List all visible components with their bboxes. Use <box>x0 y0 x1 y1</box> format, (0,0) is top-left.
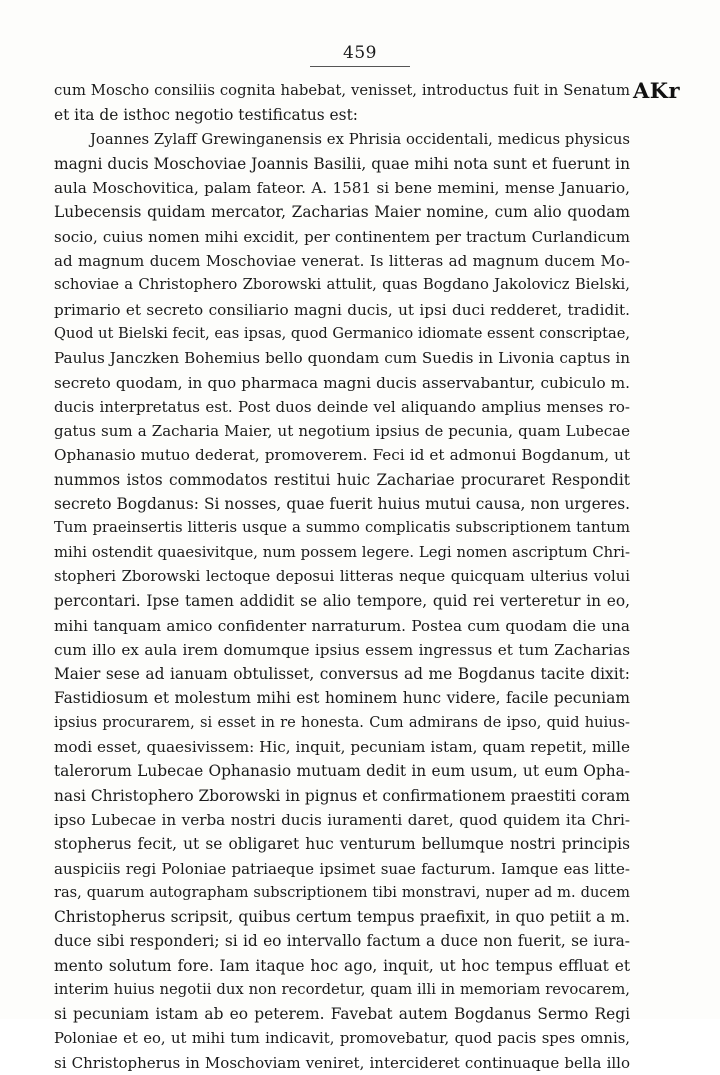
text-line: ipso Lubecae in verba nostri ducis iuramenti daret, quod quidem ita Chri- <box>54 810 630 829</box>
text-line: ducis interpretatus est. Post duos deinde vel aliquando amplius menses ro- <box>54 397 630 416</box>
text-line: et ita de isthoc negotio testificatus est: <box>54 106 358 125</box>
text-line: Tum praeinsertis litteris usque a summo complicatis subscriptionem tantum <box>54 519 630 537</box>
text-line: magni ducis Moschoviae Joannis Basilii, quae mihi nota sunt et fuerunt in <box>54 154 630 173</box>
text-line: socio, cuius nomen mihi excidit, per continentem per tractum Curlandicum <box>54 227 630 246</box>
text-line: ras, quarum autographam subscriptionem tibi monstravi, nuper ad m. ducem <box>54 883 630 901</box>
text-line: Quod ut Bielski fecit, eas ipsas, quod Germanico idiomate essent conscriptae, <box>54 324 630 342</box>
text-line: schoviae a Christophero Zborowski attulit, quas Bogdano Jakolovicz Bielski, <box>54 276 630 294</box>
text-line: Lubecensis quidam mercator, Zacharias Maier nomine, cum alio quodam <box>54 203 630 222</box>
text-line: aula Moschovitica, palam fateor. A. 1581 si bene memini, mense Januario, <box>54 179 630 198</box>
margin-annotation: AKr <box>633 78 681 103</box>
text-line: secreto quodam, in quo pharmaca magni ducis asservabantur, cubiculo m. <box>54 373 630 392</box>
text-line: ipsius procurarem, si esset in re honesta. Cum admirans de ipso, quid huius- <box>54 713 630 731</box>
text-line: si Christopherus in Moschoviam veniret, intercideret continuaque bella illo <box>54 1053 630 1072</box>
text-line: Christopherus scripsit, quibus certum tempus praefixit, in quo petiit a m. <box>54 908 630 927</box>
text-line: duce sibi responderi; si id eo intervallo factum a duce non fuerit, se iura- <box>54 932 630 951</box>
page-number: 459 <box>343 43 377 63</box>
text-line: si pecuniam istam ab eo peterem. Favebat autem Bogdanus Sermo Regi <box>54 1005 630 1024</box>
text-line: modi esset, quaesivissem: Hic, inquit, pecuniam istam, quam repetit, mille <box>54 738 630 757</box>
text-line: Fastidiosum et molestum mihi est hominem hunc videre, facile pecuniam <box>54 689 630 708</box>
text-line: nasi Christophero Zborowski in pignus et confirmationem praestiti coram <box>54 786 630 805</box>
text-line: ad magnum ducem Moschoviae venerat. Is litteras ad magnum ducem Mo- <box>54 252 630 271</box>
text-line: nummos istos commodatos restitui huic Zachariae procuraret Respondit <box>54 470 630 489</box>
text-line: auspiciis regi Poloniae patriaeque ipsimet suae facturum. Iamque eas litte- <box>54 859 630 878</box>
text-line: stopheri Zborowski lectoque deposui litteras neque quicquam ulterius volui <box>54 567 630 585</box>
text-line: interim huius negotii dux non recordetur, quam illi in memoriam revocarem, <box>54 980 630 998</box>
body-text <box>54 79 630 1075</box>
text-line: secreto Bogdanus: Si nosses, quae fuerit huius mutui causa, non urgeres. <box>54 495 630 514</box>
text-line: cum Moscho consiliis cognita habebat, venisset, introductus fuit in Senatum <box>54 82 630 99</box>
text-line: gatus sum a Zacharia Maier, ut negotium ipsius de pecunia, quam Lubecae <box>54 422 630 441</box>
text-line: mihi ostendit quaesivitque, num possem legere. Legi nomen ascriptum Chri- <box>54 543 630 561</box>
text-line: Paulus Janczken Bohemius bello quondam cum Suedis in Livonia captus in <box>54 349 630 368</box>
text-line: Ophanasio mutuo dederat, promoverem. Feci id et admonui Bogdanum, ut <box>54 446 630 465</box>
text-line: primario et secreto consiliario magni ducis, ut ipsi duci redderet, tradidit. <box>54 300 630 319</box>
text-line: talerorum Lubecae Ophanasio mutuam dedit in eum usum, ut eum Opha- <box>54 762 630 781</box>
text-line: stopherus fecit, ut se obligaret huc venturum bellumque nostri principis <box>54 835 630 854</box>
page-number-rule <box>310 66 410 67</box>
text-line: mihi tanquam amico confidenter narraturum. Postea cum quodam die una <box>54 616 630 635</box>
text-line: Poloniae et eo, ut mihi tum indicavit, promovebatur, quod pacis spes omnis, <box>54 1029 630 1047</box>
text-line: cum illo ex aula irem domumque ipsius essem ingressus et tum Zacharias <box>54 640 630 659</box>
text-line: percontari. Ipse tamen addidit se alio tempore, quid rei verteretur in eo, <box>54 592 630 611</box>
text-line: Joannes Zylaff Grewinganensis ex Phrisia occidentali, medicus physicus <box>90 130 630 148</box>
text-line: mento solutum fore. Iam itaque hoc ago, inquit, ut hoc tempus effluat et <box>54 956 630 975</box>
text-line: Maier sese ad ianuam obtulisset, conversus ad me Bogdanus tacite dixit: <box>54 665 630 684</box>
